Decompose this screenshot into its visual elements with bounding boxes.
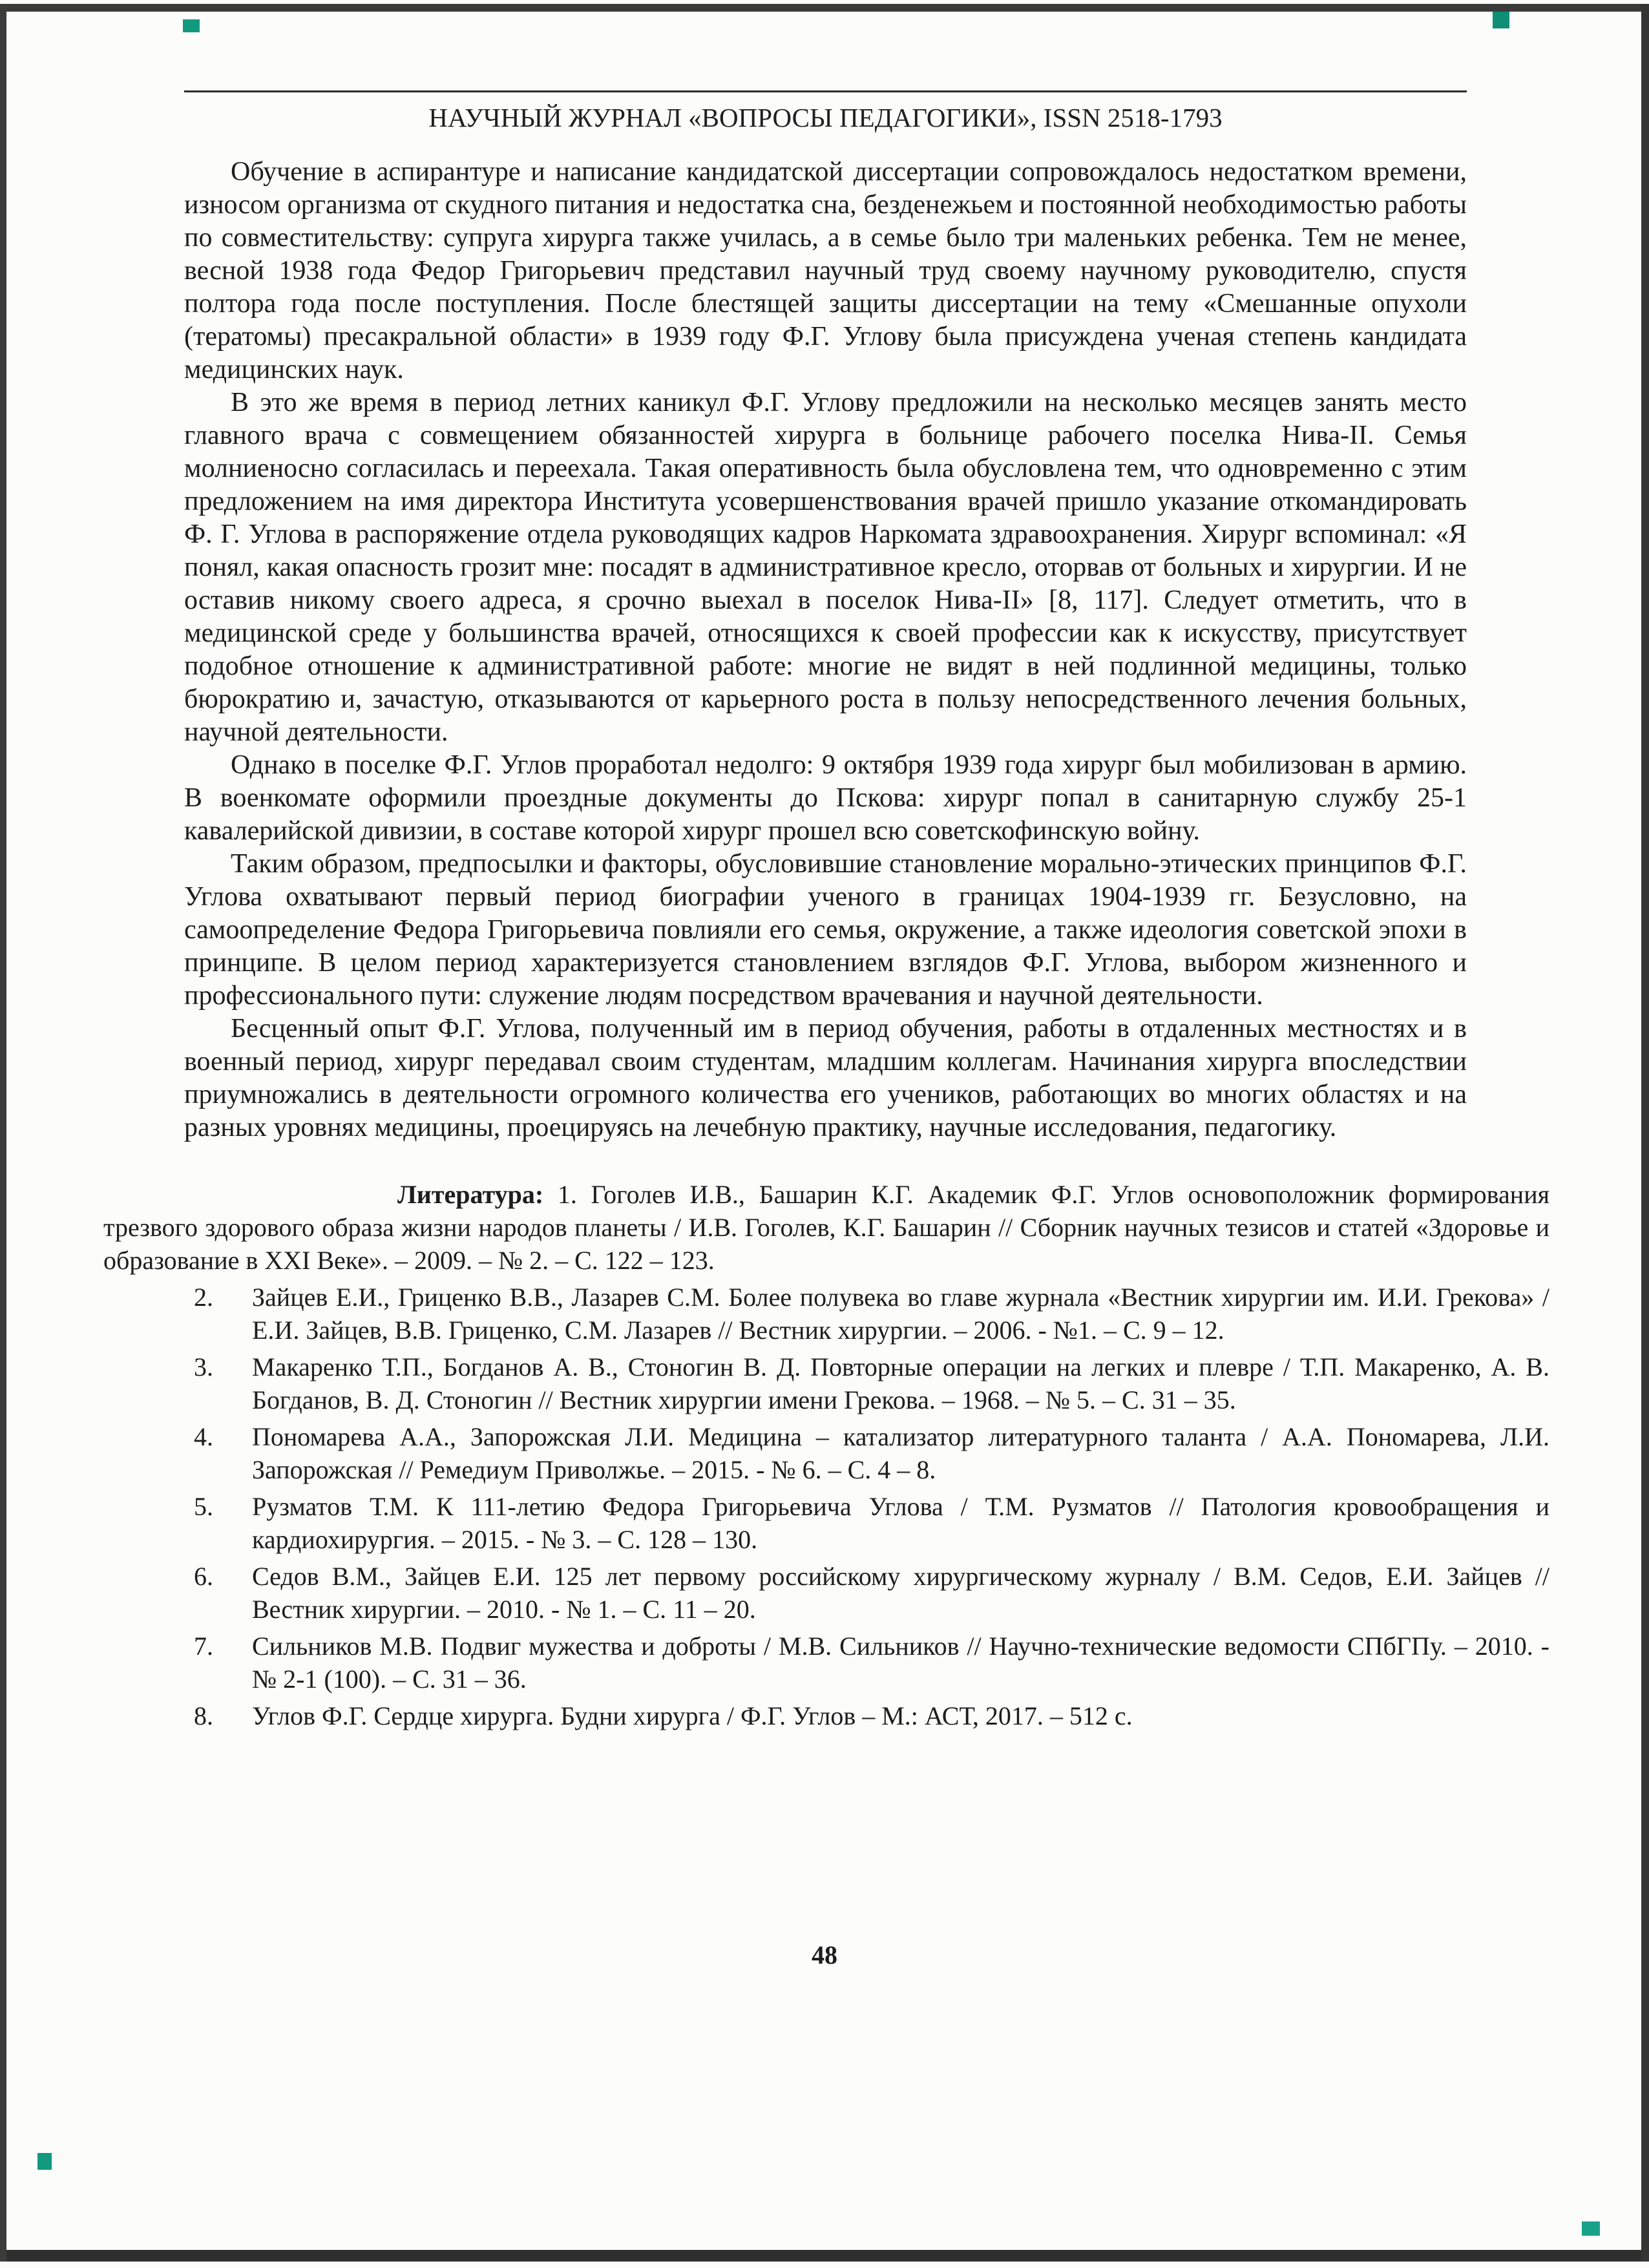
reference-number: 6. bbox=[194, 1562, 213, 1591]
reference-number: 3. bbox=[194, 1352, 213, 1381]
reference-item bbox=[103, 1630, 1549, 1696]
reference-text: 1. Гоголев И.В., Башарин К.Г. Академик Ф.Г. Углов основоположник формирования трезвого здорового образа жизни народов планеты / И.В. Гоголев, К.Г. Башарин // Сборник научных тезисов и статей «Здоровье и образование в XXI Веке». – 2009. – № 2. – С. 122 – 123. bbox=[103, 1180, 1549, 1275]
reference-text: Сильников М.В. Подвиг мужества и доброты / М.В. Сильников // Научно-технические ведомости СПбГПу. – 2010. - № 2-1 (100). – С. 31 – 36. bbox=[252, 1632, 1549, 1694]
scan-artifact bbox=[37, 2153, 52, 2170]
reference-number: 4. bbox=[194, 1422, 213, 1451]
reference-number: 8. bbox=[194, 1701, 213, 1730]
reference-text: Зайцев Е.И., Гриценко В.В., Лазарев С.М. Более полувека во главе журнала «Вестник хирургии им. И.И. Грекова» / Е.И. Зайцев, В.В. Гриценко, С.М. Лазарев // Вестник хирургии. – 2006. - №1. – С. 9 – 12. bbox=[252, 1283, 1549, 1345]
scan-artifact bbox=[1582, 2221, 1600, 2236]
reference-text: Макаренко Т.П., Богданов А. В., Стоногин В. Д. Повторные операции на легких и плевре / Т.П. Макаренко, А. В. Богданов, В. Д. Стоногин // Вестник хирургии имени Грекова. – 1968. – № 5. – С. 31 – 35. bbox=[252, 1352, 1549, 1414]
page-content bbox=[103, 90, 1549, 1732]
scan-border-left bbox=[0, 4, 6, 2262]
reference-number: 5. bbox=[194, 1492, 213, 1521]
references-section bbox=[103, 1178, 1549, 1732]
references-heading: Литература: bbox=[397, 1180, 544, 1209]
body-paragraph: Таким образом, предпосылки и факторы, обусловившие становление морально-этических принципов Ф.Г. Углова охватывают первый период биографии ученого в границах 1904-1939 гг. Безусловно, на самоопределение Федора Григорьевича повлияли его семья, окружение, а также идеология советской эпохи в принципе. В целом период характеризуется становлением взглядов Ф.Г. Углова, выбором жизненного и профессионального пути: служение людям посредством врачевания и научной деятельности. bbox=[184, 849, 1467, 1011]
scan-artifact bbox=[1493, 12, 1509, 28]
reference-text: Рузматов Т.М. К 111-летию Федора Григорьевича Углова / Т.М. Рузматов // Патология кровообращения и кардиохирургия. – 2015. - № 3. – С. 128 – 130. bbox=[252, 1492, 1549, 1554]
reference-item bbox=[103, 1699, 1549, 1732]
reference-item bbox=[103, 1560, 1549, 1626]
reference-text: Пономарева А.А., Запорожская Л.И. Медицина – катализатор литературного таланта / А.А. Пономарева, Л.И. Запорожская // Ремедиум Приволжье. – 2015. - № 6. – С. 4 – 8. bbox=[252, 1422, 1549, 1484]
header-rule bbox=[184, 90, 1467, 92]
scan-border-right bbox=[1641, 4, 1649, 2262]
article-body bbox=[184, 156, 1467, 1144]
body-paragraph: Однако в поселке Ф.Г. Углов проработал недолго: 9 октября 1939 года хирург был мобилизован в армию. В военкомате оформили проездные документы до Пскова: хирург попал в санитарную службу 25-1 кавалерийской дивизии, в составе которой хирург прошел всю советскофинскую войну. bbox=[184, 750, 1467, 846]
reference-number: 2. bbox=[194, 1283, 213, 1312]
body-paragraph: Бесценный опыт Ф.Г. Углова, полученный им в период обучения, работы в отдаленных местностях и в военный период, хирург передавал своим студентам, младшим коллегам. Начинания хирурга впоследствии приумножались в деятельности огромного количества его учеников, работающих во многих областях и на разных уровнях медицины, проецируясь на лечебную практику, научные исследования, педагогику. bbox=[184, 1014, 1467, 1142]
body-paragraph: В это же время в период летних каникул Ф.Г. Углову предложили на несколько месяцев занять место главного врача с совмещением обязанностей хирурга в больнице рабочего поселка Нива-II. Семья молниеносно согласилась и переехала. Такая оперативность была обусловлена тем, что одновременно с этим предложением на имя директора Института усовершенствования врачей пришло указание откомандировать Ф. Г. Углова в распоряжение отдела руководящих кадров Наркомата здравоохранения. Хирург вспоминал: «Я понял, какая опасность грозит мне: посадят в административное кресло, оторвав от больных и хирургии. И не оставив никому своего адреса, я срочно выехал в поселок Нива-II» [8, 117]. Следует отметить, что в медицинской среде у большинства врачей, относящихся к своей профессии как к искусству, присутствует подобное отношение к административной работе: многие не видят в ней подлинной медицины, только бюрократию и, зачастую, отказываются от карьерного роста в пользу непосредственного лечения больных, научной деятельности. bbox=[184, 388, 1467, 747]
reference-item bbox=[103, 1420, 1549, 1486]
reference-text: Седов В.М., Зайцев Е.И. 125 лет первому российскому хирургическому журналу / В.М. Седов, Е.И. Зайцев // Вестник хирургии. – 2010. - № 1. – С. 11 – 20. bbox=[252, 1562, 1549, 1624]
scan-artifact bbox=[183, 19, 200, 32]
reference-item bbox=[103, 1490, 1549, 1556]
scan-border-top bbox=[0, 4, 1649, 12]
scan-border-bottom bbox=[0, 2250, 1649, 2262]
reference-item bbox=[103, 1281, 1549, 1347]
body-paragraph: Обучение в аспирантуре и написание кандидатской диссертации сопровождалось недостатком времени, износом организма от скудного питания и недостатка сна, безденежьем и постоянной необходимостью работы по совместительству: супруга хирурга также училась, а в семье было три маленьких ребенка. Тем не менее, весной 1938 года Федор Григорьевич представил научный труд своему научному руководителю, спустя полтора года после поступления. После блестящей защиты диссертации на тему «Смешанные опухоли (тератомы) пресакральной области» в 1939 году Ф.Г. Углову была присуждена ученая степень кандидата медицинских наук. bbox=[184, 157, 1467, 384]
reference-item bbox=[103, 1350, 1549, 1416]
references-first-paragraph bbox=[103, 1178, 1549, 1277]
reference-list bbox=[103, 1281, 1549, 1732]
reference-text: Углов Ф.Г. Сердце хирурга. Будни хирурга / Ф.Г. Углов – М.: АСТ, 2017. – 512 с. bbox=[252, 1701, 1133, 1730]
journal-header: НАУЧНЫЙ ЖУРНАЛ «ВОПРОСЫ ПЕДАГОГИКИ», ISSN 2518-1793 bbox=[428, 103, 1223, 132]
reference-number: 7. bbox=[194, 1632, 213, 1661]
page-number: 48 bbox=[812, 1940, 837, 1969]
